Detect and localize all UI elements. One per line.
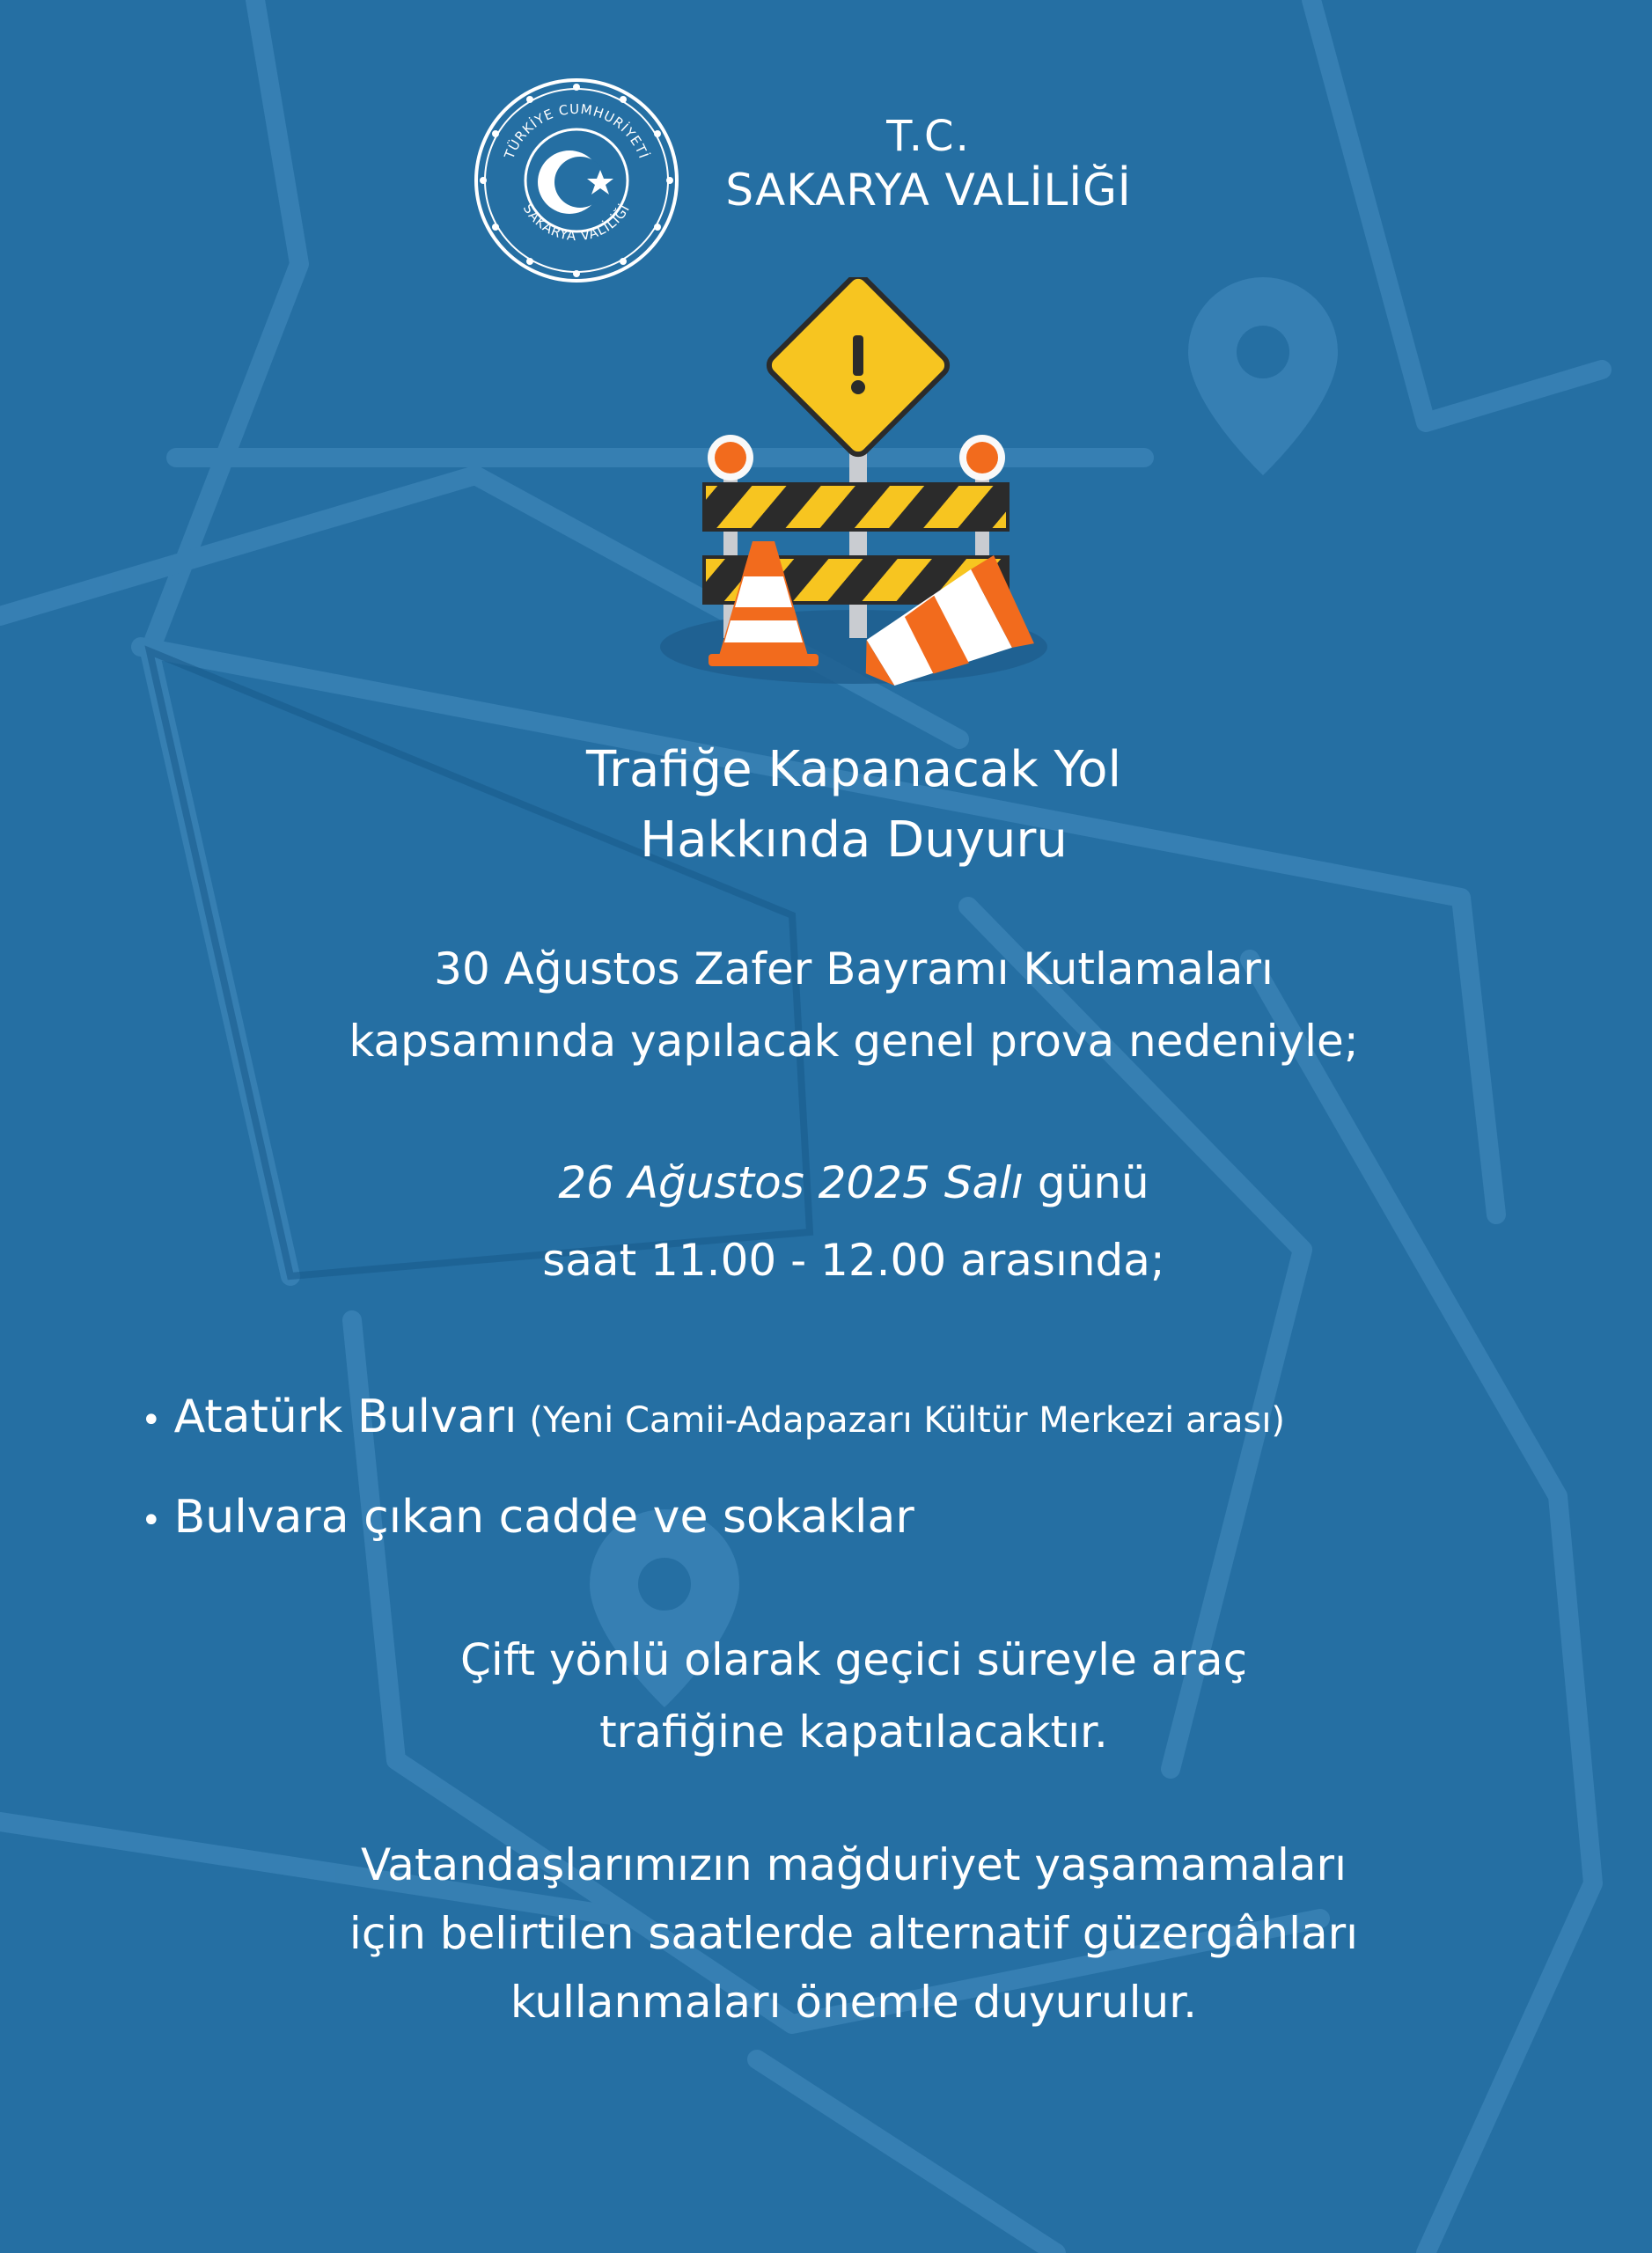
bullet: • (141, 1400, 162, 1441)
intro-line-1: 30 Ağustos Zafer Bayramı Kutlamaları (434, 943, 1274, 994)
header (471, 75, 1157, 286)
closure-statement (246, 1624, 1461, 1768)
road-name: Bulvara çıkan cadde ve sokaklar (173, 1491, 914, 1544)
seal-top-text: TÜRKİYE CUMHURİYETİ (501, 100, 652, 162)
advice-line-3: kullanmaları önemle duyurulur. (510, 1977, 1198, 2028)
road-list (141, 1369, 1584, 1569)
road-name: Atatürk Bulvarı (173, 1391, 518, 1443)
sakarya-valiligi-seal (471, 75, 682, 286)
closure-time: saat 11.00 - 12.00 arasında; (542, 1235, 1165, 1286)
closure-line-1: Çift yönlü olarak geçici süreyle araç (459, 1634, 1248, 1685)
schedule (334, 1144, 1373, 1299)
road-barrier-icon (651, 277, 1056, 700)
advice-line-1: Vatandaşlarımızın mağduriyet yaşamamaları (360, 1839, 1347, 1890)
closure-date-suffix: günü (1023, 1157, 1149, 1208)
title-line-2: Hakkında Duyuru (640, 811, 1068, 869)
crescent-star-icon (538, 150, 613, 214)
intro-line-2: kapsamında yapılacak genel prova nedeniyle; (349, 1016, 1359, 1067)
road-note: (Yeni Camii-Adapazarı Kültür Merkezi arası) (529, 1400, 1286, 1441)
seal-bottom-text: SAKARYA VALİLİĞİ (519, 201, 634, 245)
header-tc: T.C. (886, 112, 971, 161)
bullet: • (141, 1501, 162, 1541)
list-item (141, 1469, 1584, 1569)
closure-date: 26 Ağustos 2025 Salı (558, 1157, 1024, 1208)
warning-sign (765, 277, 951, 459)
header-institution: SAKARYA VALİLİĞİ (725, 165, 1132, 216)
citizen-advice (176, 1831, 1531, 2037)
closure-line-2: trafiğine kapatılacaktır. (599, 1706, 1108, 1758)
list-item (141, 1369, 1584, 1469)
announcement-title (334, 735, 1373, 876)
title-line-1: Trafiğe Kapanacak Yol (585, 741, 1122, 798)
advice-line-2: için belirtilen saatlerde alternatif güzergâhları (349, 1908, 1359, 1959)
intro-text (158, 933, 1549, 1077)
